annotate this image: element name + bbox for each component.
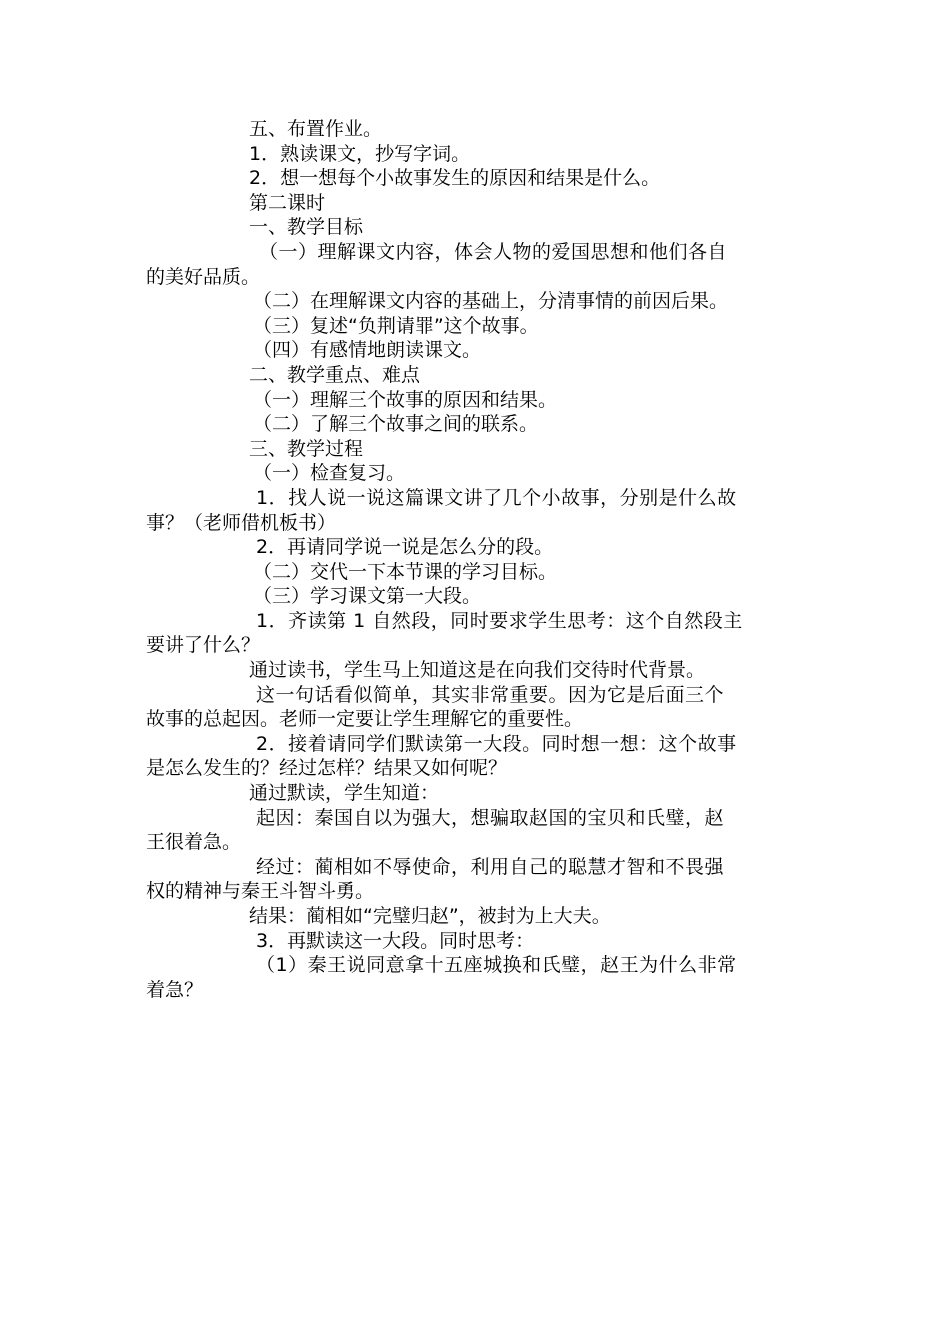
text-line: 2．想一想每个小故事发生的原因和结果是什么。 (249, 167, 661, 190)
text-line: 通过读书，学生马上知道这是在向我们交待时代背景。 (249, 659, 706, 682)
text-line: 着急？ (146, 978, 204, 1001)
text-line: （三）学习课文第一大段。 (253, 585, 482, 608)
text-line: （1）秦王说同意拿十五座城换和氏璧，赵王为什么非常 (256, 954, 737, 977)
text-line: 三、教学过程 (249, 437, 364, 460)
text-line: 权的精神与秦王斗智斗勇。 (146, 880, 375, 903)
text-line: 一、教学目标 (249, 216, 364, 239)
text-line: 通过默读，学生知道： (249, 782, 440, 805)
text-line: 3．再默读这一大段。同时思考： (256, 929, 535, 952)
text-line: （一）理解三个故事的原因和结果。 (253, 388, 558, 411)
text-line: （一）检查复习。 (253, 462, 406, 485)
text-line: 要讲了什么？ (146, 634, 261, 657)
document-body (146, 117, 806, 1002)
text-line: 结果：蔺相如“完璧归赵”，被封为上大夫。 (249, 905, 611, 927)
text-line: 2．接着请同学们默读第一大段。同时想一想：这个故事 (256, 732, 737, 755)
text-line: 1．熟读课文，抄写字词。 (249, 142, 471, 165)
text-line: 经过：蔺相如不辱使命，利用自己的聪慧才智和不畏强 (256, 855, 725, 878)
text-line: 的美好品质。 (146, 265, 261, 288)
text-line: 起因：秦国自以为强大，想骗取赵国的宝贝和氏璧，赵 (256, 806, 725, 829)
text-line: （二）在理解课文内容的基础上，分清事情的前因后果。 (253, 290, 729, 313)
text-line: （二）了解三个故事之间的联系。 (253, 413, 539, 436)
text-line: 故事的总起因。老师一定要让学生理解它的重要性。 (146, 708, 584, 731)
text-line: 二、教学重点、难点 (249, 363, 421, 386)
text-line: 1．找人说一说这篇课文讲了几个小故事，分别是什么故 (256, 486, 737, 509)
text-line: （三）复述“负荆请罪”这个故事。 (253, 314, 539, 337)
text-line: 第二课时 (249, 191, 326, 214)
text-line: （四）有感情地朗读课文。 (253, 339, 482, 362)
text-line: 王很着急。 (146, 831, 242, 854)
text-line: （二）交代一下本节课的学习目标。 (253, 560, 558, 583)
text-line: 这一句话看似简单，其实非常重要。因为它是后面三个 (256, 683, 725, 706)
text-line: 事？（老师借机板书） (146, 511, 337, 534)
text-line: 五、布置作业。 (249, 118, 383, 140)
text-line: （一）理解课文内容，体会人物的爱国思想和他们各自 (259, 240, 728, 263)
text-line: 是怎么发生的？经过怎样？结果又如何呢？ (146, 757, 508, 780)
text-line: 2．再请同学说一说是怎么分的段。 (256, 536, 554, 559)
text-line: 1．齐读第 1 自然段，同时要求学生思考：这个自然段主 (256, 609, 743, 632)
